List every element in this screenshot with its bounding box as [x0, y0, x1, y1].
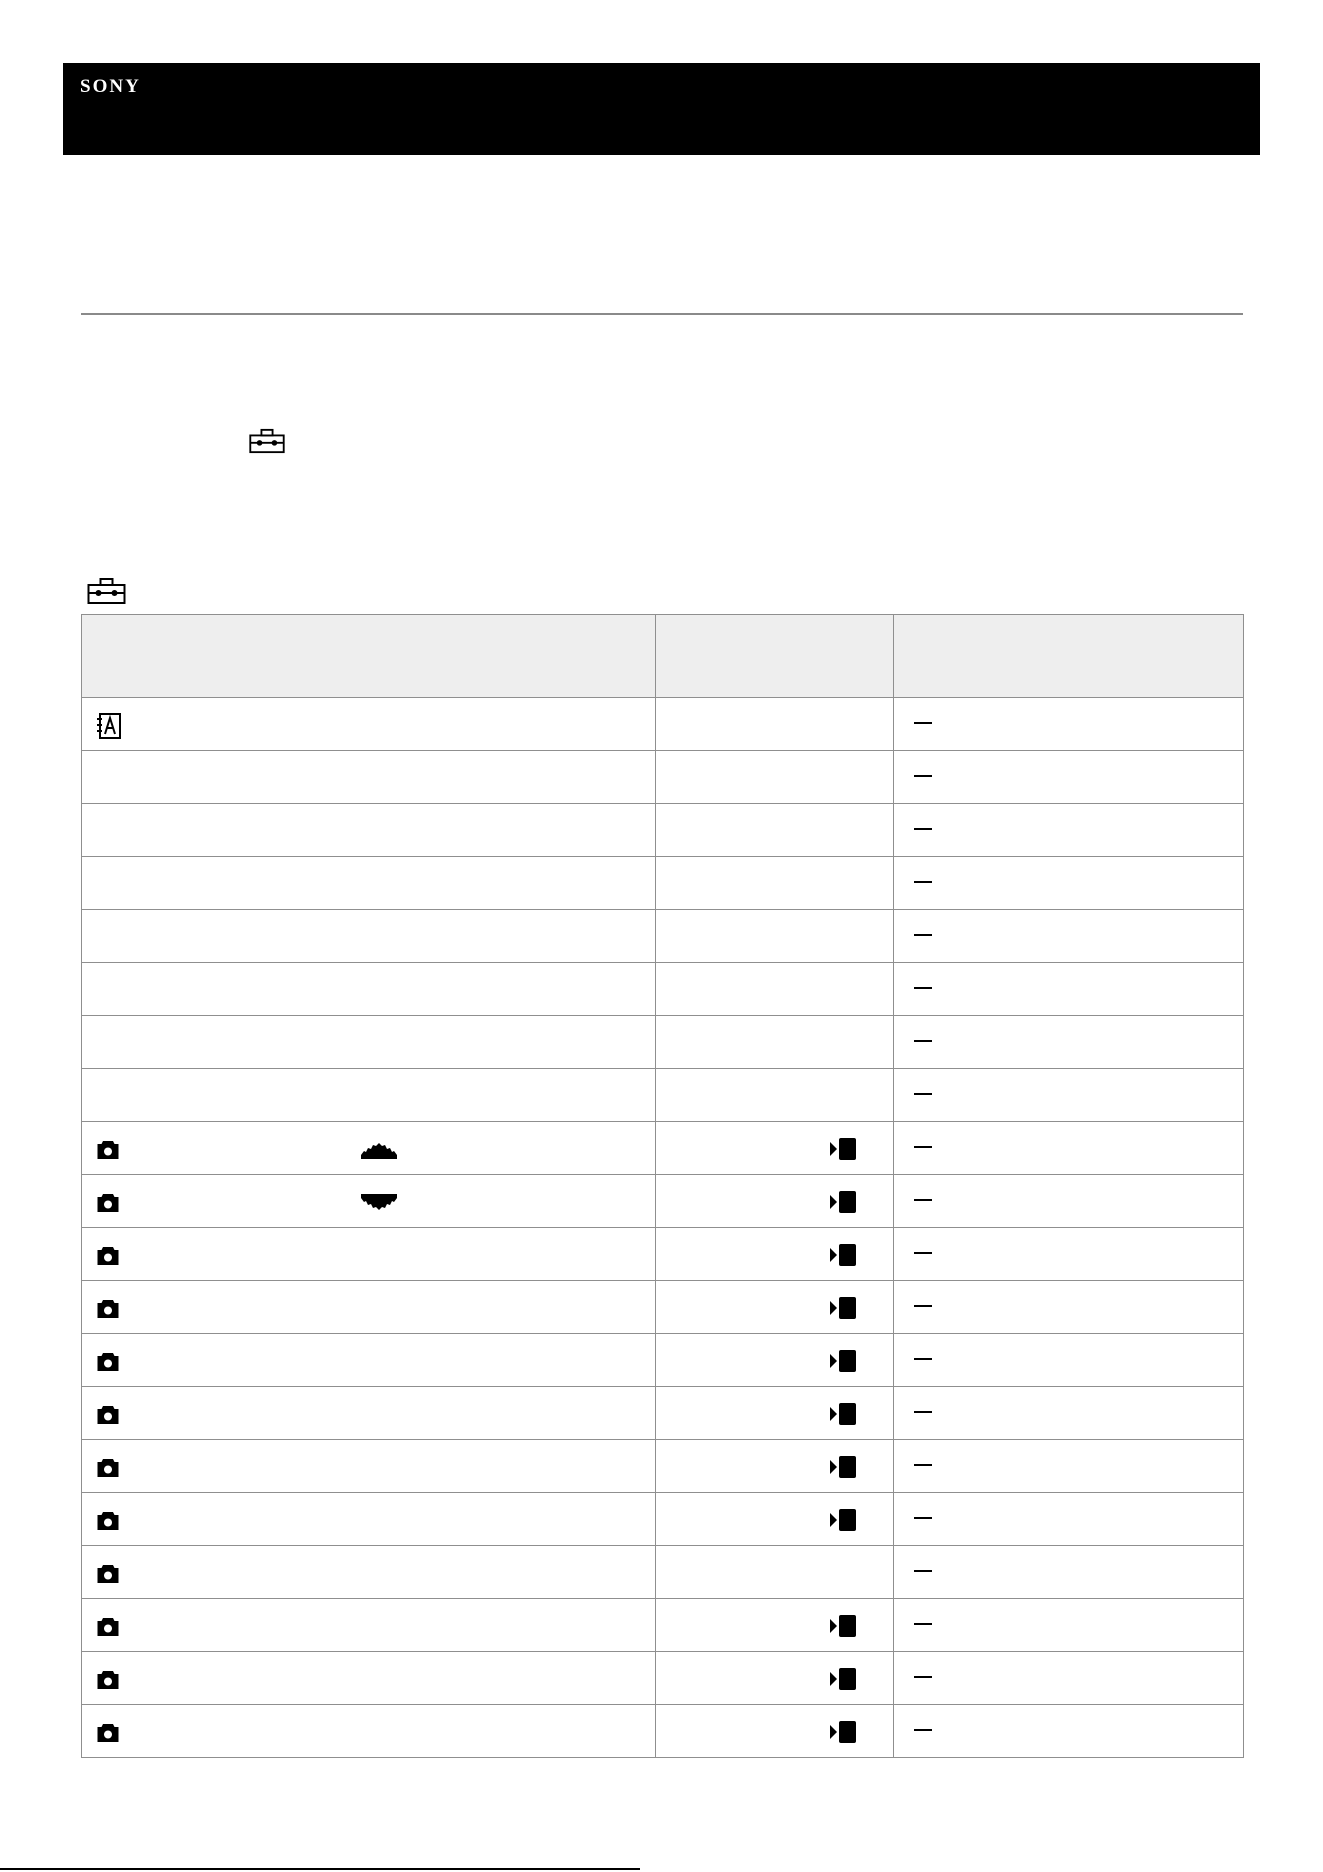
table-row: [82, 1069, 1244, 1122]
footer-line: [0, 1868, 640, 1870]
movie-icon: [829, 1295, 857, 1321]
camera-icon: [96, 1563, 120, 1585]
availability-cell: [656, 1122, 894, 1175]
availability-cell: [656, 1546, 894, 1599]
header-cell-item: [82, 615, 656, 698]
value-cell: [894, 698, 1244, 751]
table-row: [82, 1440, 1244, 1493]
value-cell: [894, 1387, 1244, 1440]
availability-cell: [656, 698, 894, 751]
availability-cell: [656, 1175, 894, 1228]
camera-icon: [96, 1722, 120, 1744]
item-cell: [82, 963, 656, 1016]
value-cell: [894, 1705, 1244, 1758]
value-cell: [894, 804, 1244, 857]
value-cell: [894, 910, 1244, 963]
value-cell: [894, 1652, 1244, 1705]
item-cell: [82, 1705, 656, 1758]
dash-mark: [914, 1252, 932, 1254]
item-cell: [82, 1493, 656, 1546]
dash-mark: [914, 934, 932, 936]
availability-cell: [656, 1652, 894, 1705]
item-cell: [82, 1122, 656, 1175]
value-cell: [894, 857, 1244, 910]
dash-mark: [914, 1411, 932, 1413]
table-row: [82, 910, 1244, 963]
table-row: [82, 1281, 1244, 1334]
table-header-row: [82, 615, 1244, 698]
table-row: [82, 1599, 1244, 1652]
header-cell-availability: [656, 615, 894, 698]
toolbox-icon: [86, 577, 127, 605]
item-cell: [82, 1334, 656, 1387]
availability-cell: [656, 804, 894, 857]
item-cell: [82, 1228, 656, 1281]
title-divider: [81, 313, 1243, 315]
movie-icon: [829, 1348, 857, 1374]
availability-cell: [656, 1281, 894, 1334]
dial-up-icon: [358, 1139, 400, 1161]
dash-mark: [914, 1040, 932, 1042]
table-row: [82, 1016, 1244, 1069]
table-row: [82, 1493, 1244, 1546]
table-row: [82, 1228, 1244, 1281]
camera-icon: [96, 1669, 120, 1691]
table-row: [82, 1122, 1244, 1175]
movie-icon: [829, 1719, 857, 1745]
camera-icon: [96, 1351, 120, 1373]
item-cell: [82, 804, 656, 857]
item-cell: [82, 1387, 656, 1440]
availability-cell: [656, 1493, 894, 1546]
movie-icon: [829, 1666, 857, 1692]
table-row: [82, 751, 1244, 804]
item-cell: [82, 1652, 656, 1705]
item-cell: [82, 1281, 656, 1334]
dash-mark: [914, 1517, 932, 1519]
availability-cell: [656, 1387, 894, 1440]
value-cell: [894, 1175, 1244, 1228]
availability-cell: [656, 857, 894, 910]
movie-icon: [829, 1507, 857, 1533]
dash-mark: [914, 775, 932, 777]
dash-mark: [914, 1093, 932, 1095]
dash-mark: [914, 1623, 932, 1625]
movie-icon: [829, 1189, 857, 1215]
table-row: [82, 1546, 1244, 1599]
table-row: [82, 698, 1244, 751]
table-row: [82, 857, 1244, 910]
item-cell: [82, 698, 656, 751]
value-cell: [894, 1069, 1244, 1122]
availability-cell: [656, 751, 894, 804]
item-cell: [82, 1599, 656, 1652]
camera-icon: [96, 1245, 120, 1267]
availability-cell: [656, 910, 894, 963]
table-row: [82, 1175, 1244, 1228]
dash-mark: [914, 828, 932, 830]
value-cell: [894, 1546, 1244, 1599]
value-cell: [894, 1122, 1244, 1175]
value-cell: [894, 1016, 1244, 1069]
camera-icon: [96, 1298, 120, 1320]
dash-mark: [914, 1729, 932, 1731]
movie-icon: [829, 1242, 857, 1268]
availability-cell: [656, 963, 894, 1016]
dash-mark: [914, 1358, 932, 1360]
movie-icon: [829, 1454, 857, 1480]
item-cell: [82, 857, 656, 910]
value-cell: [894, 1281, 1244, 1334]
header-cell-value: [894, 615, 1244, 698]
value-cell: [894, 1493, 1244, 1546]
camera-icon: [96, 1139, 120, 1161]
availability-cell: [656, 1016, 894, 1069]
value-cell: [894, 1228, 1244, 1281]
value-cell: [894, 1334, 1244, 1387]
camera-icon: [96, 1616, 120, 1638]
header-bar: [63, 63, 1260, 155]
item-cell: [82, 910, 656, 963]
item-cell: [82, 751, 656, 804]
table-row: [82, 804, 1244, 857]
item-cell: [82, 1016, 656, 1069]
camera-icon: [96, 1457, 120, 1479]
movie-icon: [829, 1613, 857, 1639]
movie-icon: [829, 1136, 857, 1162]
camera-icon: [96, 1404, 120, 1426]
dash-mark: [914, 881, 932, 883]
dash-mark: [914, 1570, 932, 1572]
camera-icon: [96, 1510, 120, 1532]
availability-cell: [656, 1069, 894, 1122]
dash-mark: [914, 1199, 932, 1201]
availability-cell: [656, 1334, 894, 1387]
dash-mark: [914, 1146, 932, 1148]
table-row: [82, 963, 1244, 1016]
language-book-icon: [96, 712, 122, 740]
availability-cell: [656, 1599, 894, 1652]
value-cell: [894, 1599, 1244, 1652]
table-row: [82, 1705, 1244, 1758]
toolbox-icon: [248, 428, 286, 454]
item-cell: [82, 1440, 656, 1493]
settings-table: [81, 614, 1244, 1758]
dash-mark: [914, 1676, 932, 1678]
dash-mark: [914, 1305, 932, 1307]
availability-cell: [656, 1228, 894, 1281]
item-cell: [82, 1175, 656, 1228]
dash-mark: [914, 1464, 932, 1466]
availability-cell: [656, 1705, 894, 1758]
value-cell: [894, 1440, 1244, 1493]
value-cell: [894, 963, 1244, 1016]
table-row: [82, 1387, 1244, 1440]
dash-mark: [914, 722, 932, 724]
availability-cell: [656, 1440, 894, 1493]
dash-mark: [914, 987, 932, 989]
value-cell: [894, 751, 1244, 804]
camera-icon: [96, 1192, 120, 1214]
item-cell: [82, 1546, 656, 1599]
table-row: [82, 1334, 1244, 1387]
item-cell: [82, 1069, 656, 1122]
dial-down-icon: [358, 1192, 400, 1214]
movie-icon: [829, 1401, 857, 1427]
table-row: [82, 1652, 1244, 1705]
sony-logo: SONY: [80, 76, 141, 97]
